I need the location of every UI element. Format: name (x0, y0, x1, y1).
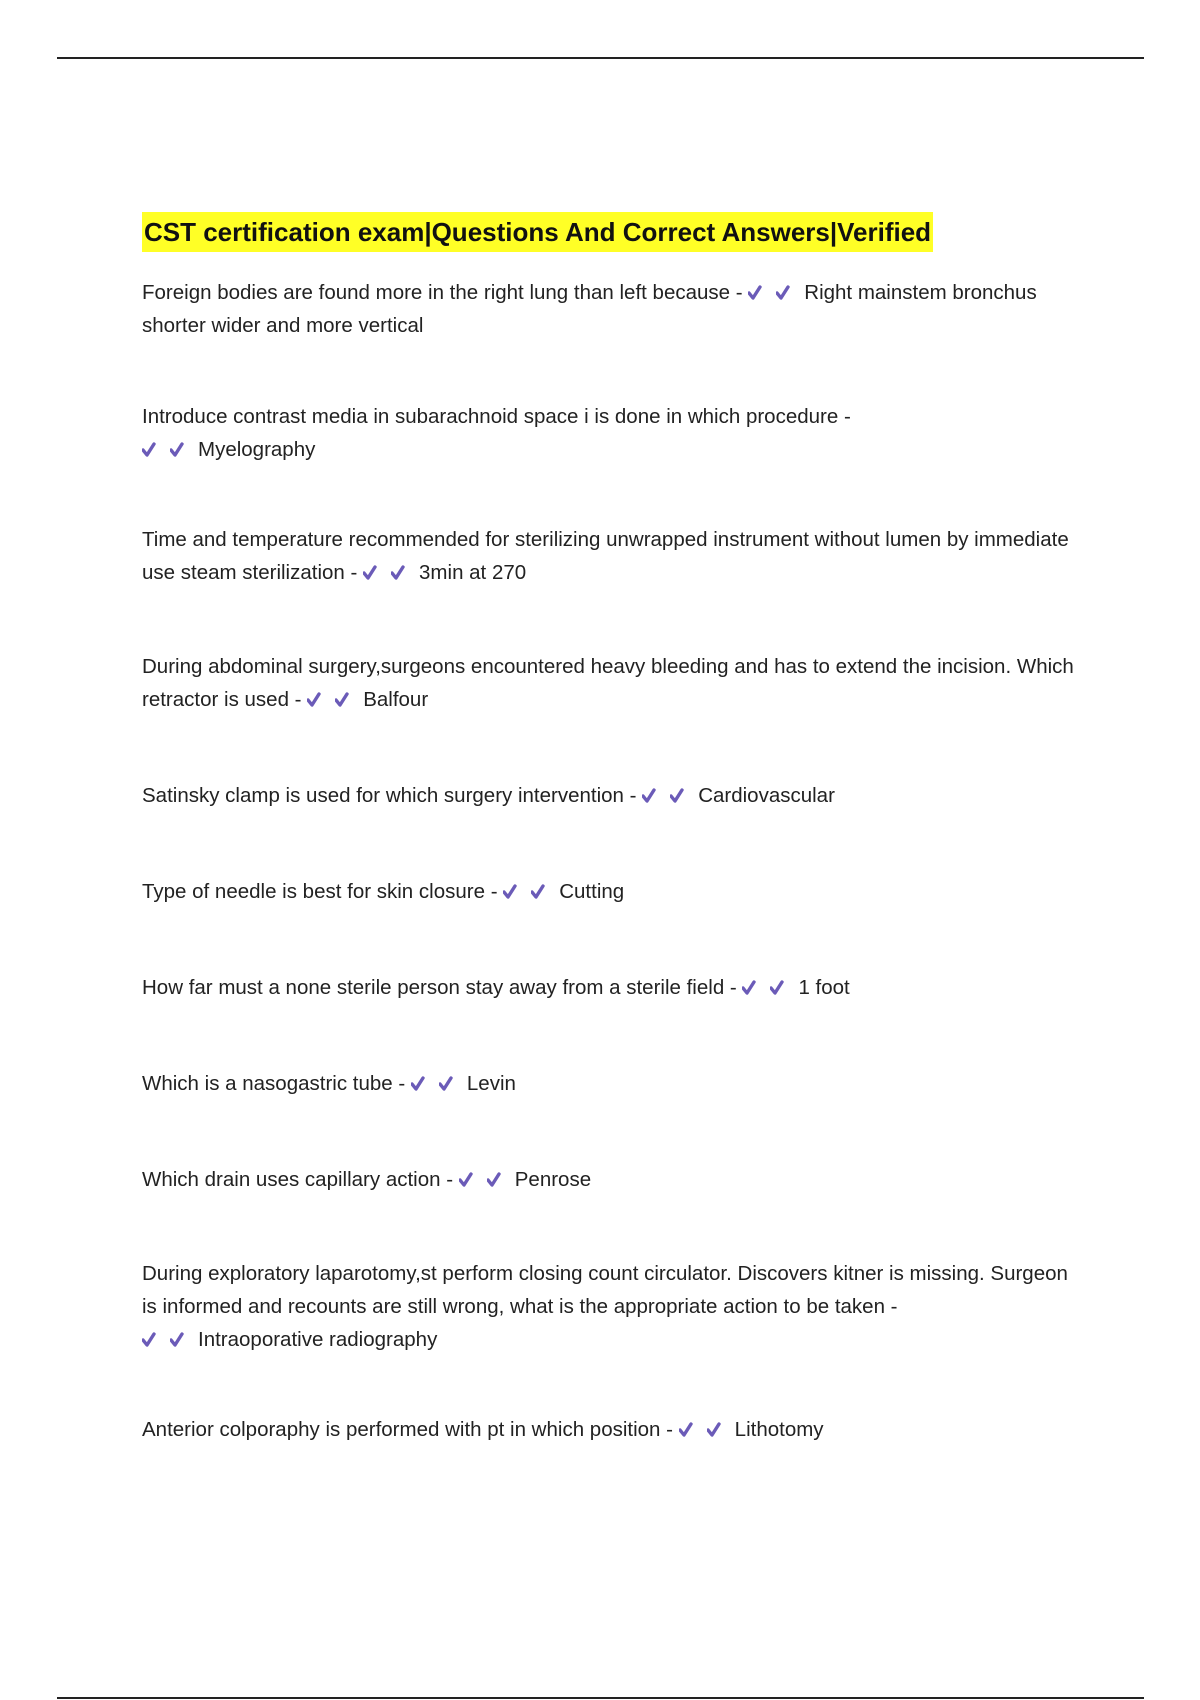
qa-item-8 (142, 1067, 1082, 1100)
qa-item-5 (142, 779, 1082, 812)
check-icon (679, 1420, 707, 1440)
separator: - (660, 1418, 679, 1441)
question-text: Anterior colporaphy is performed with pt in which position (142, 1418, 661, 1441)
check-icon (748, 283, 776, 303)
check-icon (531, 882, 559, 902)
question-text: During abdominal surgery,surgeons encountered heavy bleeding and has to extend the incision. Which retractor is used (142, 655, 1074, 711)
separator: - (730, 281, 749, 304)
check-icon (770, 978, 798, 998)
check-icon (642, 786, 670, 806)
qa-list (142, 276, 1082, 1446)
separator: - (838, 405, 851, 428)
qa-item-2 (142, 400, 1082, 466)
check-icon (307, 690, 335, 710)
separator: - (440, 1168, 459, 1191)
check-icon (742, 978, 770, 998)
qa-item-7 (142, 971, 1082, 1004)
qa-item-3 (142, 523, 1082, 589)
check-icon (142, 440, 170, 460)
check-icon (170, 1330, 198, 1350)
document-body (142, 212, 1082, 1446)
check-icon (411, 1074, 439, 1094)
answer-text: Intraoporative radiography (198, 1328, 438, 1351)
qa-item-9 (142, 1163, 1082, 1196)
separator: - (288, 688, 308, 711)
qa-item-4 (142, 650, 1082, 716)
answer-text: Lithotomy (734, 1418, 824, 1441)
question-text: Introduce contrast media in subarachnoid space i is done in which procedure (142, 405, 839, 428)
check-icon (439, 1074, 467, 1094)
separator: - (344, 561, 364, 584)
question-text: Satinsky clamp is used for which surgery intervention (142, 784, 624, 807)
answer-text: Right mainstem bronchus shorter wider and more vertical (142, 281, 1037, 337)
answer-text: Myelography (198, 438, 316, 461)
check-icon (142, 1330, 170, 1350)
separator: - (724, 976, 743, 999)
answer-text: 1 foot (798, 976, 850, 999)
answer-text: Balfour (363, 688, 429, 711)
check-icon (503, 882, 531, 902)
check-icon (363, 563, 391, 583)
check-icon (776, 283, 804, 303)
qa-item-11 (142, 1413, 1082, 1446)
separator: - (392, 1072, 411, 1095)
check-icon (670, 786, 698, 806)
question-text: How far must a none sterile person stay away from a sterile field (142, 976, 725, 999)
separator: - (485, 880, 504, 903)
answer-text: Levin (466, 1072, 516, 1095)
check-icon (459, 1170, 487, 1190)
check-icon (170, 440, 198, 460)
check-icon (707, 1420, 735, 1440)
qa-item-1 (142, 276, 1082, 342)
document-title: CST certification exam|Questions And Correct Answers|Verified (142, 212, 1082, 252)
separator: - (884, 1295, 898, 1318)
separator: - (623, 784, 643, 807)
check-icon (487, 1170, 515, 1190)
question-text: Which drain uses capillary action (142, 1168, 441, 1191)
answer-text: Penrose (514, 1168, 592, 1191)
answer-text: 3min at 270 (419, 561, 527, 584)
question-text: Which is a nasogastric tube (142, 1072, 393, 1095)
check-icon (335, 690, 363, 710)
qa-item-10 (142, 1257, 1082, 1356)
question-text: Type of needle is best for skin closure (142, 880, 485, 903)
question-text: During exploratory laparotomy,st perform closing count circulator. Discovers kitner is missing. Surgeon is informed and recounts are still wrong, what is the appropriate action to be taken (142, 1262, 1068, 1318)
check-icon (391, 563, 419, 583)
top-rule (57, 57, 1144, 59)
qa-item-6 (142, 875, 1082, 908)
question-text: Time and temperature recommended for sterilizing unwrapped instrument without lumen by immediate use steam sterilization (142, 528, 1069, 584)
answer-text: Cardiovascular (698, 784, 835, 807)
bottom-rule (57, 1697, 1144, 1699)
answer-text: Cutting (559, 880, 625, 903)
question-text: Foreign bodies are found more in the right lung than left because (142, 281, 731, 304)
